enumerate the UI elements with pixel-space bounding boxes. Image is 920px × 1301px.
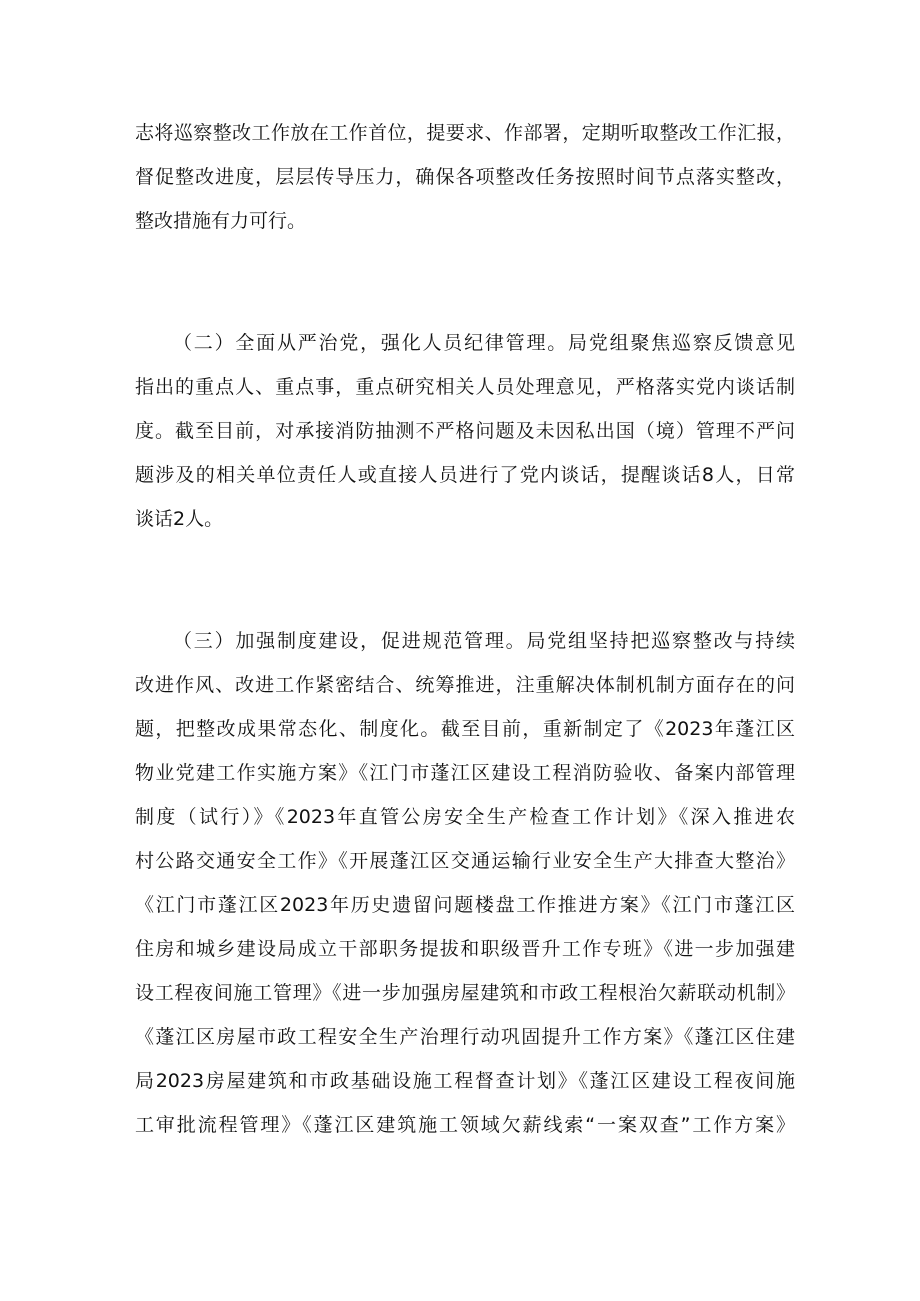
paragraph-3-line-9: 设工程夜间施工管理》《进一步加强房屋建筑和市政工程根治欠薪联动机制》 (135, 982, 795, 1004)
paragraph-2-line-4: 题涉及的相关单位责任人或直接人员进行了党内谈话，提醒谈话8人，日常 (135, 464, 795, 486)
paragraph-1-line-2: 督促整改进度，层层传导压力，确保各项整改任务按照时间节点落实整改， (135, 166, 795, 188)
paragraph-3-line-4: 物业党建工作实施方案》《江门市蓬江区建设工程消防验收、备案内部管理 (135, 762, 795, 784)
paragraph-2-line-1: （二）全面从严治党，强化人员纪律管理。局党组聚焦巡察反馈意见 (173, 332, 795, 354)
paragraph-1-line-3: 整改措施有力可行。 (135, 210, 307, 232)
paragraph-1-line-1: 志将巡察整改工作放在工作首位，提要求、作部署，定期听取整改工作汇报， (135, 122, 795, 144)
paragraph-3-line-2: 改进作风、改进工作紧密结合、统筹推进，注重解决体制机制方面存在的问 (135, 674, 795, 696)
paragraph-3-line-6: 村公路交通安全工作》《开展蓬江区交通运输行业安全生产大排查大整治》 (135, 850, 795, 872)
paragraph-3-line-1: （三）加强制度建设，促进规范管理。局党组坚持把巡察整改与持续 (173, 630, 795, 652)
paragraph-2-line-3: 度。截至目前，对承接消防抽测不严格问题及未因私出国（境）管理不严问 (135, 420, 795, 442)
paragraph-2-line-2: 指出的重点人、重点事，重点研究相关人员处理意见，严格落实党内谈话制 (135, 376, 795, 398)
paragraph-3-line-7: 《江门市蓬江区2023年历史遗留问题楼盘工作推进方案》《江门市蓬江区 (135, 894, 795, 916)
paragraph-3-line-11: 局2023房屋建筑和市政基础设施工程督查计划》《蓬江区建设工程夜间施 (135, 1070, 795, 1092)
paragraph-3-line-3: 题，把整改成果常态化、制度化。截至目前，重新制定了《2023年蓬江区 (135, 718, 795, 740)
paragraph-3-line-8: 住房和城乡建设局成立干部职务提拔和职级晋升工作专班》《进一步加强建 (135, 938, 795, 960)
paragraph-3-line-5: 制度（试行）》《2023年直管公房安全生产检查工作计划》《深入推进农 (135, 806, 795, 828)
paragraph-3-line-10: 《蓬江区房屋市政工程安全生产治理行动巩固提升工作方案》《蓬江区住建 (135, 1026, 795, 1048)
paragraph-2-line-5: 谈话2人。 (135, 508, 224, 530)
paragraph-3-line-12: 工审批流程管理》《蓬江区建筑施工领域欠薪线索“一案双查”工作方案》 (135, 1114, 795, 1136)
